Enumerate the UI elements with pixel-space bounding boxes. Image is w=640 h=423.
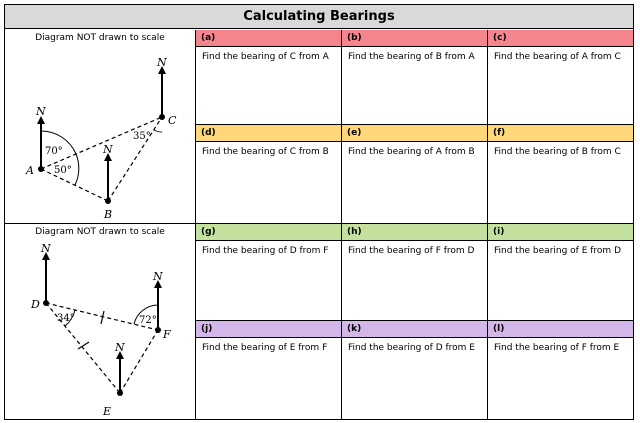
question-d: [196, 125, 342, 224]
question-text: Find the bearing of C from A: [202, 52, 329, 62]
question-text: Find the bearing of F from D: [348, 246, 475, 256]
north-label-c: N: [157, 56, 167, 69]
point-d: [43, 300, 49, 306]
point-label-b: B: [104, 208, 113, 221]
question-text: Find the bearing of F from E: [494, 343, 620, 353]
point-a: [38, 166, 44, 172]
question-label: (h): [342, 224, 487, 241]
point-label-f: F: [163, 328, 171, 341]
question-label: (l): [488, 321, 633, 338]
worksheet: [4, 4, 634, 420]
question-text: Find the bearing of B from C: [494, 147, 621, 157]
north-label-e: N: [115, 341, 125, 354]
question-label: (f): [488, 125, 633, 142]
diagram-caption: Diagram NOT drawn to scale: [35, 33, 165, 43]
question-text: Find the bearing of E from F: [202, 343, 328, 353]
question-text: Find the bearing of A from C: [494, 52, 621, 62]
point-c: [159, 114, 165, 120]
bearings-diagram-abc: [5, 30, 196, 224]
question-label: (b): [342, 30, 487, 47]
angle-arc-a-b: [75, 154, 79, 185]
question-text: Find the bearing of D from F: [202, 246, 329, 256]
equal-side-tick-df: [101, 311, 104, 324]
question-text: Find the bearing of A from B: [348, 147, 475, 157]
question-label: (g): [196, 224, 341, 241]
question-text: Find the bearing of E from D: [494, 246, 621, 256]
question-a: [196, 30, 342, 125]
question-l: [488, 321, 633, 419]
question-c: [488, 30, 633, 125]
north-label-a: N: [36, 105, 46, 118]
question-e: [342, 125, 488, 224]
bearings-diagram-def: [5, 224, 196, 419]
question-j: [196, 321, 342, 419]
diagram-caption: Diagram NOT drawn to scale: [35, 227, 165, 237]
worksheet-title: Calculating Bearings: [5, 5, 633, 29]
angle-label-70: 70°: [45, 146, 63, 157]
angle-label-35: 35°: [133, 131, 151, 142]
question-text: Find the bearing of D from E: [348, 343, 475, 353]
line-ab: [41, 169, 108, 201]
question-label: (k): [342, 321, 487, 338]
question-label: (i): [488, 224, 633, 241]
question-i: [488, 224, 633, 321]
question-label: (j): [196, 321, 341, 338]
question-text: Find the bearing of C from B: [202, 147, 329, 157]
line-bc: [108, 117, 162, 201]
question-f: [488, 125, 633, 224]
question-label: (a): [196, 30, 341, 47]
question-label: (e): [342, 125, 487, 142]
point-b: [105, 198, 111, 204]
north-label-b: N: [103, 143, 113, 156]
question-g: [196, 224, 342, 321]
question-text: Find the bearing of B from A: [348, 52, 475, 62]
point-label-d: D: [31, 298, 40, 311]
point-label-e: E: [103, 405, 112, 418]
north-label-f: N: [153, 270, 163, 283]
point-f: [155, 327, 161, 333]
question-k: [342, 321, 488, 419]
angle-label-34: 34°: [57, 313, 75, 324]
angle-arc-c: [154, 130, 162, 132]
north-label-d: N: [41, 242, 51, 255]
line-ef: [120, 330, 158, 393]
diagram-def: [5, 224, 196, 419]
point-label-a: A: [26, 164, 34, 177]
angle-label-72: 72°: [139, 315, 157, 326]
question-h: [342, 224, 488, 321]
line-ac: [41, 117, 162, 169]
question-label: (d): [196, 125, 341, 142]
point-e: [117, 390, 123, 396]
point-label-c: C: [168, 114, 177, 127]
diagram-abc: [5, 30, 196, 224]
question-b: [342, 30, 488, 125]
angle-label-50: 50°: [54, 165, 72, 176]
question-label: (c): [488, 30, 633, 47]
